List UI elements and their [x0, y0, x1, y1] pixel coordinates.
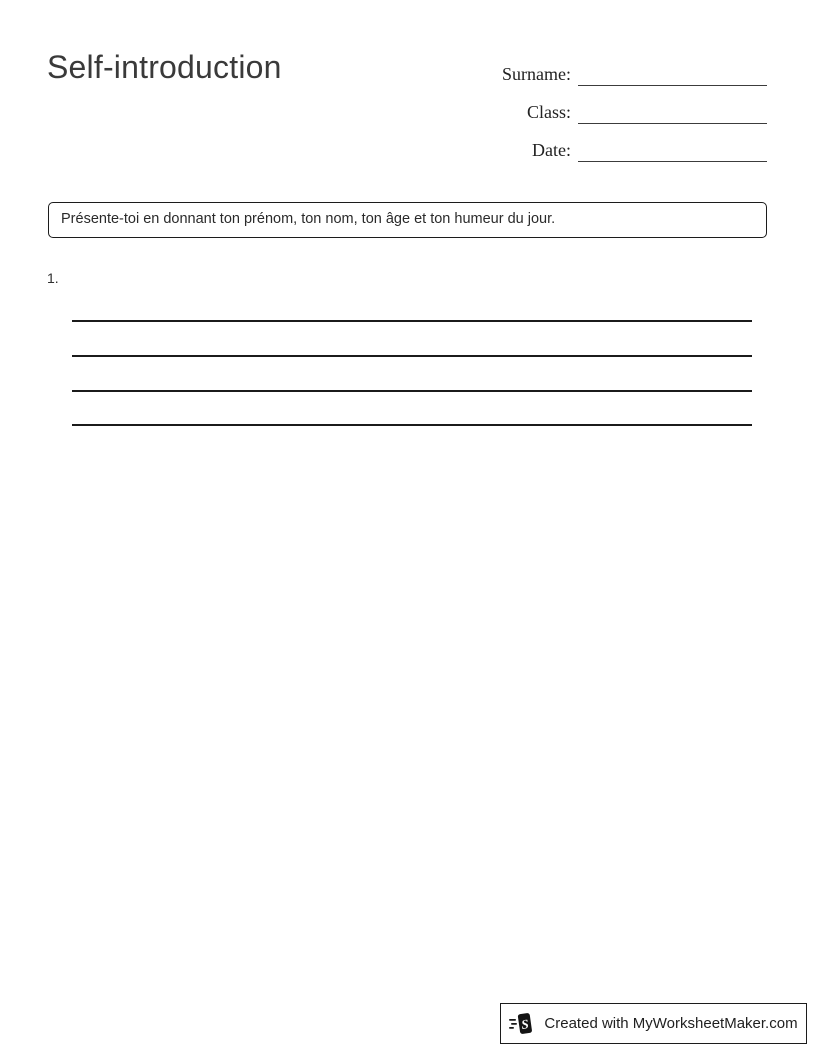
- class-field: [502, 86, 767, 124]
- surname-label: Surname:: [502, 64, 571, 84]
- question-number: 1.: [47, 270, 59, 286]
- svg-text:S: S: [520, 1015, 531, 1032]
- date-field: [502, 124, 767, 162]
- class-label: Class:: [526, 102, 571, 122]
- instruction-box: [48, 202, 767, 238]
- instruction-text: Présente-toi en donnant ton prénom, ton nom, ton âge et ton humeur du jour.: [61, 211, 556, 228]
- answer-writing-line: [72, 424, 752, 426]
- class-blank-line: [578, 100, 767, 124]
- footer-credit-text: Created with MyWorksheetMaker.com: [544, 1015, 798, 1032]
- answer-writing-line: [72, 390, 752, 392]
- answer-lines: [72, 320, 752, 459]
- date-label: Date:: [532, 140, 571, 160]
- answer-writing-line: [72, 320, 752, 322]
- footer-credit-badge: [500, 1003, 807, 1044]
- date-blank-line: [578, 138, 767, 162]
- worksheetmaker-document-icon: [509, 1011, 535, 1037]
- header-fields: [502, 48, 767, 162]
- surname-field: [502, 48, 767, 86]
- page-title: Self-introduction: [47, 49, 282, 85]
- answer-writing-line: [72, 355, 752, 357]
- surname-blank-line: [578, 62, 767, 86]
